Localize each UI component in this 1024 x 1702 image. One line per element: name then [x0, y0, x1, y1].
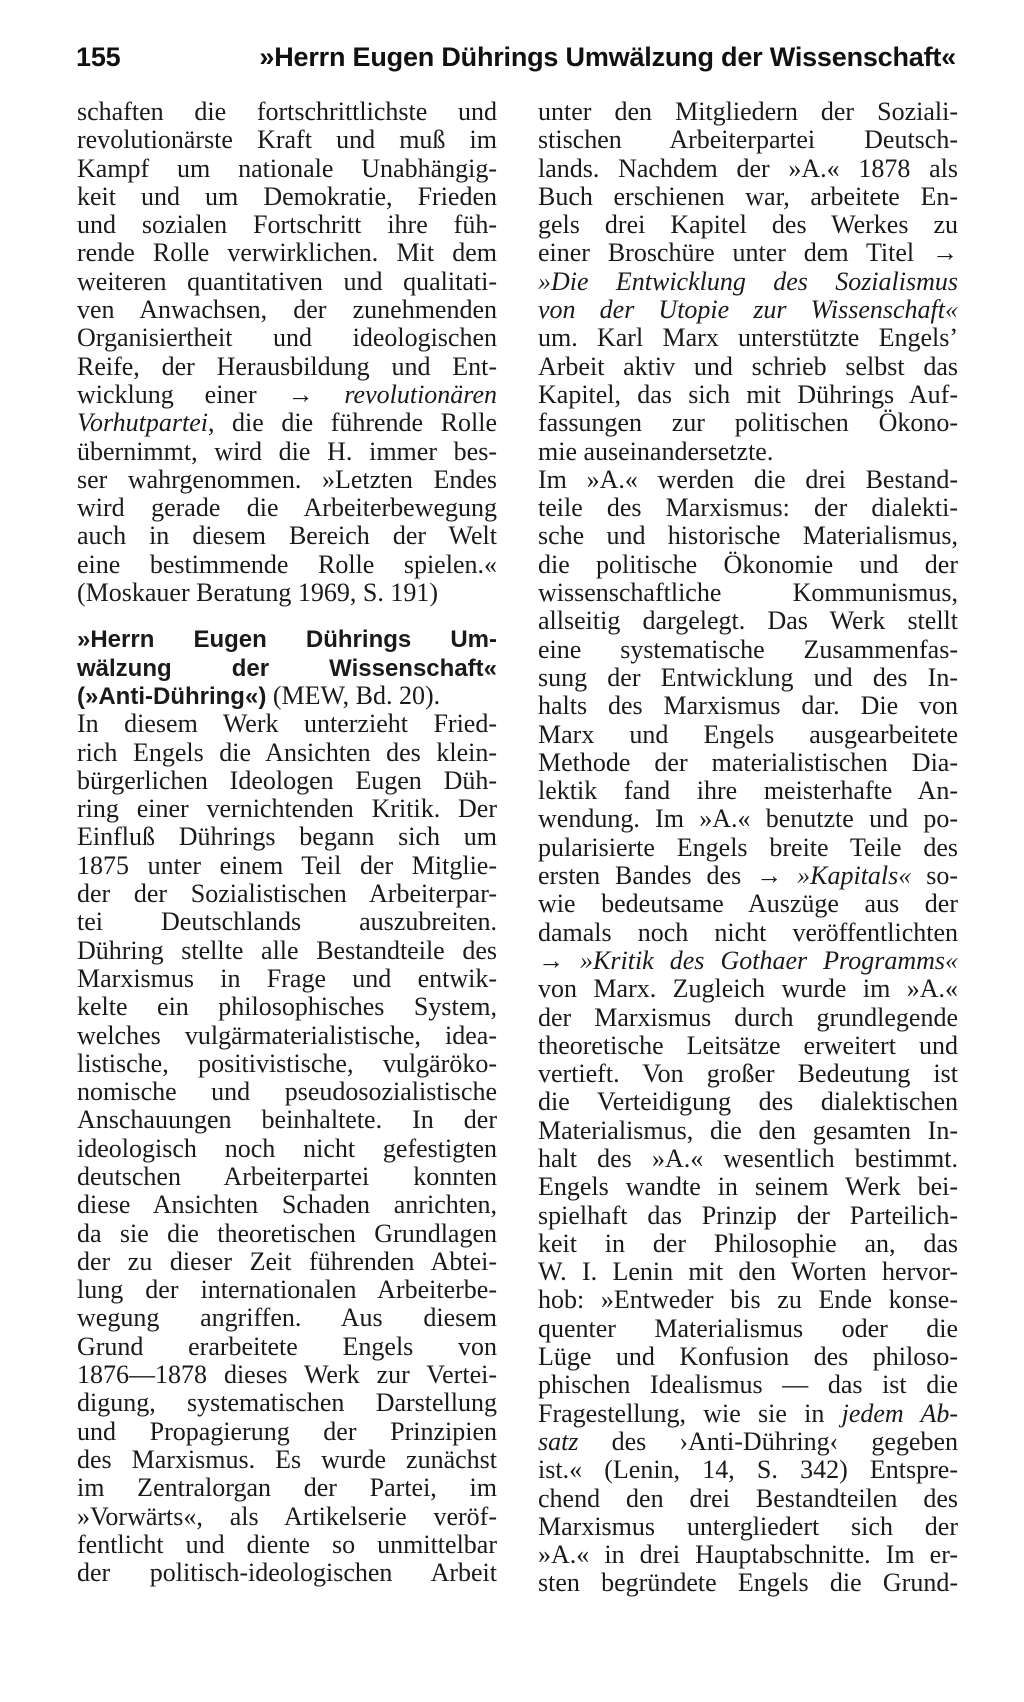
- text-segment: wie bedeutsame Auszüge aus der: [538, 889, 958, 919]
- text-segment: stischen Arbeiterpartei Deutsch-: [538, 125, 958, 155]
- text-segment: ersten Bandes des →: [538, 861, 798, 891]
- text-segment: wendung. Im »A.« benutzte und po-: [538, 804, 958, 834]
- text-segment: Buch erschienen war, arbeitete En-: [538, 181, 958, 211]
- text-segment: bürgerlichen Ideologen Eugen Düh-: [77, 765, 497, 795]
- paragraph-gap: [77, 607, 497, 625]
- page-header: [76, 42, 956, 82]
- text-line: [538, 1428, 958, 1456]
- text-line: [77, 1559, 497, 1587]
- text-segment: übernimmt, wird die H. immer bes-: [77, 436, 497, 466]
- text-line: [538, 98, 958, 126]
- text-segment: wissenschaftliche Kommunismus,: [538, 578, 958, 608]
- text-segment: von Marx. Zugleich wurde im »A.«: [538, 974, 958, 1004]
- text-segment: tei Deutschlands auszubreiten.: [77, 907, 497, 937]
- text-line: [538, 551, 958, 579]
- text-segment: ideologisch noch nicht gefestigten: [77, 1133, 497, 1163]
- text-segment: um. Karl Marx unterstützte Engels’: [538, 323, 958, 353]
- text-line: [77, 1050, 497, 1078]
- text-segment: sten begründete Engels die Grund-: [538, 1568, 958, 1598]
- text-segment: des Marxismus. Es wurde zunächst: [77, 1444, 497, 1474]
- text-line: [77, 551, 497, 579]
- text-line: [77, 908, 497, 936]
- text-segment: auch in diesem Bereich der Welt: [77, 521, 497, 551]
- text-line: [77, 993, 497, 1021]
- text-segment: keit in der Philosophie an, das: [538, 1228, 958, 1258]
- text-line: [77, 965, 497, 993]
- text-segment: sche und historische Materialismus,: [538, 521, 958, 551]
- text-segment: In diesem Werk unterzieht Fried-: [77, 709, 497, 739]
- text-line: [538, 721, 958, 749]
- text-segment: Marx und Engels ausgearbeitete: [538, 719, 958, 749]
- text-segment: im Zentralorgan der Partei, im: [77, 1473, 497, 1503]
- text-segment: (Moskauer Beratung 1969, S. 191): [77, 578, 439, 608]
- text-line: [538, 1004, 958, 1032]
- text-segment: 1875 unter einem Teil der Mitglie-: [77, 850, 497, 880]
- text-segment: pularisierte Engels breite Teile des: [538, 832, 958, 862]
- text-line: [538, 777, 958, 805]
- text-segment: 1876—1878 dieses Werk zur Vertei-: [77, 1360, 497, 1390]
- text-segment: die politische Ökonomie und der: [538, 549, 958, 579]
- text-segment: , die die führende Rolle: [207, 408, 497, 438]
- text-segment: Organisiertheit und ideologischen: [77, 323, 497, 353]
- text-segment: lands. Nachdem der »A.« 1878 als: [538, 153, 958, 183]
- text-line: [77, 880, 497, 908]
- entry-headword: »Herrn Eugen Dührings Um-: [77, 626, 497, 654]
- text-line: [538, 1371, 958, 1399]
- text-segment: lung der internationalen Arbeiterbe-: [77, 1275, 497, 1305]
- text-segment: schaften die fortschrittlichste und: [77, 97, 497, 126]
- text-segment: so-: [911, 861, 959, 891]
- text-line: [77, 1531, 497, 1559]
- text-segment: Fragestellung, wie sie in: [538, 1398, 842, 1428]
- text-line: [77, 1361, 497, 1389]
- text-line: [538, 1173, 958, 1201]
- text-segment: keit und um Demokratie, Frieden: [77, 181, 497, 211]
- text-segment: weiteren quantitativen und qualitati-: [77, 266, 497, 296]
- text-line: [538, 409, 958, 437]
- text-segment: Grund erarbeitete Engels von: [77, 1331, 497, 1361]
- text-line: [77, 353, 497, 381]
- text-segment: da sie die theoretischen Grundlagen: [77, 1218, 497, 1248]
- text-segment: und Propagierung der Prinzipien: [77, 1416, 497, 1446]
- text-line: [538, 834, 958, 862]
- text-segment: (MEW, Bd. 20).: [266, 680, 441, 710]
- text-segment: mie auseinandersetzte.: [538, 436, 774, 466]
- text-line: [538, 522, 958, 550]
- text-segment: diese Ansichten Schaden anrichten,: [77, 1190, 497, 1220]
- text-line: [538, 1485, 958, 1513]
- text-line: [538, 268, 958, 296]
- text-segment: wird gerade die Arbeiterbewegung: [77, 493, 497, 523]
- running-title: »Herrn Eugen Dührings Umwälzung der Wissenschaft«: [259, 42, 956, 72]
- entry-headword: wälzung der Wissenschaft«: [77, 654, 497, 682]
- text-line: [77, 324, 497, 352]
- text-segment: listische, positivistische, vulgäröko-: [77, 1048, 497, 1078]
- text-segment: vertieft. Von großer Bedeutung ist: [538, 1059, 958, 1089]
- text-line: [77, 239, 497, 267]
- text-line: [77, 1276, 497, 1304]
- text-segment: lektik fand ihre meisterhafte An-: [538, 776, 958, 806]
- right-column: [538, 98, 958, 1598]
- text-line: [538, 1230, 958, 1258]
- text-segment: Materialismus, die den gesamten In-: [538, 1115, 958, 1145]
- text-segment: quenter Materialismus oder die: [538, 1313, 958, 1343]
- text-segment: Arbeit aktiv und schrieb selbst das: [538, 351, 958, 381]
- left-column: [77, 98, 497, 1587]
- text-line: [538, 636, 958, 664]
- text-line: [538, 239, 958, 267]
- page-number: 155: [76, 42, 121, 72]
- text-line: [77, 1418, 497, 1446]
- text-line: [538, 890, 958, 918]
- text-segment: ist.« (Lenin, 14, S. 342) Entspre-: [538, 1455, 958, 1485]
- text-segment: wegung angriffen. Aus diesem: [77, 1303, 497, 1333]
- text-segment: theoretische Leitsätze erweitert und: [538, 1030, 958, 1060]
- text-line: [77, 494, 497, 522]
- text-line: [538, 438, 958, 466]
- text-segment: kelte ein philosophisches System,: [77, 992, 497, 1022]
- text-segment: fentlicht und diente so unmittelbar: [77, 1529, 497, 1559]
- text-segment: Vorhutpartei: [77, 408, 208, 438]
- text-line: [538, 324, 958, 352]
- text-segment: satz: [538, 1426, 579, 1456]
- text-segment: fassungen zur politischen Ökono-: [538, 408, 958, 438]
- text-line: [77, 1503, 497, 1531]
- text-segment: Kapitel, das sich mit Dührings Auf-: [538, 379, 958, 409]
- text-line: [77, 211, 497, 239]
- text-line: [538, 183, 958, 211]
- text-line: [538, 975, 958, 1003]
- text-line: [77, 183, 497, 211]
- text-line: [77, 1446, 497, 1474]
- text-line: [77, 1163, 497, 1191]
- text-line: [538, 749, 958, 777]
- text-segment: hob: »Entweder bis zu Ende konse-: [538, 1285, 958, 1315]
- text-segment: allseitig dargelegt. Das Werk stellt: [538, 606, 958, 636]
- text-segment: »Vorwärts«, als Artikelserie veröf-: [77, 1501, 497, 1531]
- text-line: [538, 947, 958, 975]
- text-line: [538, 862, 958, 890]
- text-line: [538, 1541, 958, 1569]
- text-segment: Methode der materialistischen Dia-: [538, 747, 958, 777]
- text-segment: Marxismus untergliedert sich der: [538, 1511, 958, 1541]
- text-line: [538, 579, 958, 607]
- text-segment: »Die Entwicklung des Sozialismus: [538, 266, 958, 296]
- text-line: [77, 409, 497, 437]
- text-segment: »Kritik des Gothaer Programms«: [580, 945, 958, 975]
- text-segment: nomische und pseudosozialistische: [77, 1077, 497, 1107]
- text-segment: wicklung einer →: [77, 379, 345, 409]
- text-segment: revolutionären: [344, 379, 497, 409]
- text-segment: und sozialen Fortschritt ihre füh-: [77, 210, 497, 240]
- text-line: [77, 126, 497, 154]
- entry-headword: (»Anti-Dühring«): [77, 682, 267, 710]
- text-line: [538, 381, 958, 409]
- text-segment: W. I. Lenin mit den Worten hervor-: [538, 1257, 958, 1287]
- text-line: [538, 805, 958, 833]
- text-segment: welches vulgärmaterialistische, idea-: [77, 1020, 497, 1050]
- text-line: [77, 852, 497, 880]
- text-line: [538, 607, 958, 635]
- text-segment: digung, systematischen Darstellung: [77, 1388, 497, 1418]
- text-line: [538, 1400, 958, 1428]
- text-line: [77, 1474, 497, 1502]
- text-segment: spielhaft das Prinzip der Parteilich-: [538, 1200, 958, 1230]
- text-line: [77, 625, 497, 653]
- text-segment: des ›Anti-Dühring‹ gegeben: [578, 1426, 958, 1456]
- text-segment: Im »A.« werden die drei Bestand-: [538, 464, 958, 494]
- text-segment: Lüge und Konfusion des philoso-: [538, 1342, 958, 1372]
- text-segment: Marxismus in Frage und entwik-: [77, 963, 497, 993]
- text-segment: eine bestimmende Rolle spielen.«: [77, 549, 497, 579]
- text-segment: Einfluß Dührings begann sich um: [77, 822, 497, 852]
- text-line: [77, 98, 497, 126]
- text-segment: chend den drei Bestandteilen des: [538, 1483, 958, 1513]
- text-line: [538, 1513, 958, 1541]
- text-segment: der politisch-ideologischen Arbeit: [77, 1558, 497, 1588]
- text-segment: von der Utopie zur Wissenschaft«: [538, 295, 958, 325]
- text-line: [77, 1106, 497, 1134]
- text-line: [538, 692, 958, 720]
- text-line: [77, 1135, 497, 1163]
- text-line: [77, 155, 497, 183]
- text-line: [77, 710, 497, 738]
- text-segment: revolutionärste Kraft und muß im: [77, 125, 497, 155]
- text-segment: damals noch nicht veröffentlichten: [538, 917, 958, 947]
- text-line: [77, 823, 497, 851]
- text-line: [77, 268, 497, 296]
- text-line: [538, 353, 958, 381]
- text-line: [77, 937, 497, 965]
- text-segment: rende Rolle verwirklichen. Mit dem: [77, 238, 497, 268]
- text-segment: ser wahrgenommen. »Letzten Endes: [77, 464, 497, 494]
- text-segment: halts des Marxismus dar. Die von: [538, 691, 958, 721]
- text-line: [538, 211, 958, 239]
- text-line: [77, 296, 497, 324]
- text-line: [538, 296, 958, 324]
- text-line: [538, 1569, 958, 1597]
- text-line: [538, 1456, 958, 1484]
- text-segment: →: [538, 945, 581, 975]
- text-line: [538, 1343, 958, 1371]
- text-segment: Reife, der Herausbildung und Ent-: [77, 351, 497, 381]
- text-line: [77, 1191, 497, 1219]
- text-line: [538, 466, 958, 494]
- text-segment: sung der Entwicklung und des In-: [538, 662, 958, 692]
- text-line: [538, 1258, 958, 1286]
- text-line: [538, 1145, 958, 1173]
- text-line: [538, 126, 958, 154]
- text-line: [538, 155, 958, 183]
- text-segment: teile des Marxismus: der dialekti-: [538, 493, 958, 523]
- text-line: [77, 1389, 497, 1417]
- text-line: [538, 1117, 958, 1145]
- text-line: [538, 1315, 958, 1343]
- text-segment: rich Engels die Ansichten des klein-: [77, 737, 497, 767]
- text-segment: »A.« in drei Hauptabschnitte. Im er-: [538, 1540, 958, 1570]
- text-segment: Kampf um nationale Unabhängig-: [77, 153, 497, 183]
- text-line: [77, 1022, 497, 1050]
- text-line: [77, 522, 497, 550]
- text-line: [77, 381, 497, 409]
- text-segment: der Marxismus durch grundlegende: [538, 1002, 958, 1032]
- text-line: [77, 767, 497, 795]
- text-segment: einer Broschüre unter dem Titel →: [538, 238, 958, 268]
- text-line: [538, 1088, 958, 1116]
- text-segment: die Verteidigung des dialektischen: [538, 1087, 958, 1117]
- text-line: [77, 795, 497, 823]
- text-segment: der der Sozialistischen Arbeiterpar-: [77, 879, 497, 909]
- text-line: [77, 682, 497, 710]
- text-line: [77, 438, 497, 466]
- text-segment: gels drei Kapitel des Werkes zu: [538, 210, 958, 240]
- text-segment: der zu dieser Zeit führenden Abtei-: [77, 1246, 497, 1276]
- text-segment: unter den Mitgliedern der Soziali-: [538, 97, 958, 126]
- text-line: [77, 739, 497, 767]
- text-line: [77, 1248, 497, 1276]
- text-line: [538, 494, 958, 522]
- text-segment: Dühring stellte alle Bestandteile des: [77, 935, 497, 965]
- text-segment: Engels wandte in seinem Werk bei-: [538, 1172, 958, 1202]
- text-line: [77, 1078, 497, 1106]
- text-line: [538, 664, 958, 692]
- text-segment: deutschen Arbeiterpartei konnten: [77, 1161, 497, 1191]
- text-segment: Anschauungen beinhaltete. In der: [77, 1105, 497, 1135]
- text-segment: halt des »A.« wesentlich bestimmt.: [538, 1143, 958, 1173]
- text-line: [77, 1220, 497, 1248]
- text-segment: jedem Ab-: [841, 1398, 958, 1428]
- text-line: [538, 1060, 958, 1088]
- text-segment: ven Anwachsen, der zunehmenden: [77, 295, 497, 325]
- text-line: [538, 1032, 958, 1060]
- text-segment: ring einer vernichtenden Kritik. Der: [77, 794, 497, 824]
- text-segment: »Kapitals«: [797, 861, 912, 891]
- text-line: [77, 466, 497, 494]
- text-line: [77, 654, 497, 682]
- text-segment: phischen Idealismus — das ist die: [538, 1370, 958, 1400]
- text-line: [538, 919, 958, 947]
- text-line: [538, 1286, 958, 1314]
- text-segment: eine systematische Zusammenfas-: [538, 634, 958, 664]
- text-line: [77, 579, 497, 607]
- text-line: [538, 1202, 958, 1230]
- text-line: [77, 1333, 497, 1361]
- text-line: [77, 1304, 497, 1332]
